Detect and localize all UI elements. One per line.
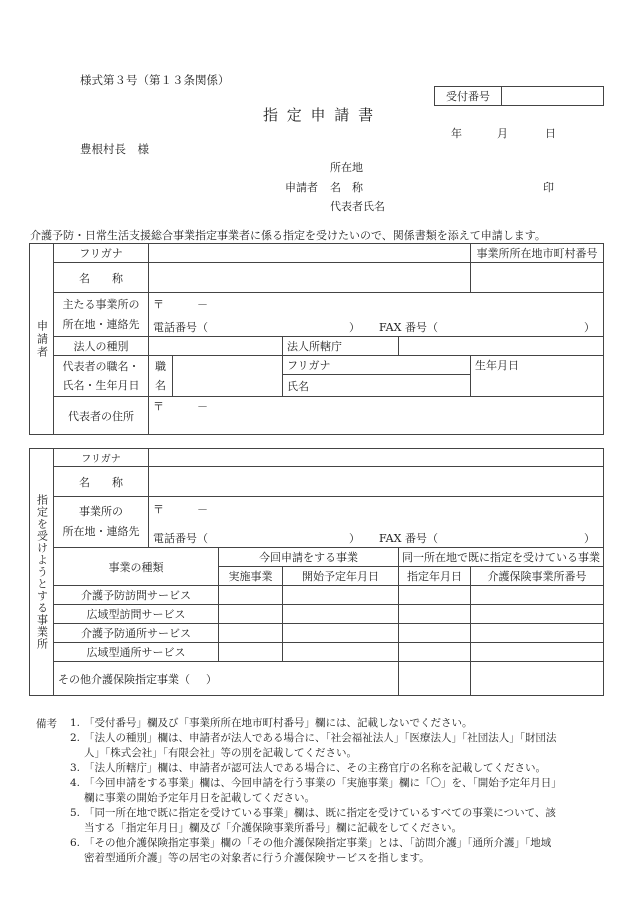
receipt-number-box — [434, 86, 604, 106]
application-form-table — [29, 243, 604, 435]
main-office-label-line1: 主たる事業所の — [62, 297, 140, 311]
designation-date-cell[interactable] — [399, 643, 471, 662]
impl-cell[interactable] — [219, 586, 283, 605]
table-row — [30, 586, 604, 605]
page-title: 指 定 申 請 書 — [263, 106, 376, 124]
corp-type-field[interactable] — [149, 337, 283, 356]
business-phone-close: ） — [349, 532, 360, 545]
business-side-label: 指定を受けようとする事業所 — [30, 449, 54, 696]
note-item — [36, 731, 562, 761]
start-date-column-header: 開始予定年月日 — [283, 567, 399, 586]
fax-close: ） — [584, 321, 595, 334]
applicant-label: 申請者 — [285, 181, 318, 194]
form-number: 様式第３号（第１３条関係） — [80, 73, 230, 87]
office-number-column-header: 介護保険事業所番号 — [471, 567, 604, 586]
applicant-name-label: 名 称 — [330, 181, 363, 194]
impl-cell[interactable] — [219, 624, 283, 643]
notes-label: 備考 — [36, 718, 57, 730]
designation-date-cell[interactable] — [399, 586, 471, 605]
corp-type-label: 法人の種別 — [54, 337, 149, 356]
other-service-label: その他介護保険指定事業（ — [58, 672, 190, 686]
office-number-cell[interactable] — [471, 643, 604, 662]
intro-text: 介護予防・日常生活支援総合事業指定事業者に係る指定を受けたいので、関係書類を添えて申請します。 — [30, 229, 546, 242]
postal-mark: 〒 － — [153, 297, 208, 311]
applicant-name-field[interactable] — [149, 263, 471, 293]
note-number: 3. — [69, 762, 80, 774]
designation-date-cell[interactable] — [399, 624, 471, 643]
note-text — [84, 806, 556, 836]
office-number-cell[interactable] — [471, 662, 604, 696]
note-number: 1. — [69, 717, 80, 729]
business-phone-label: 電話番号（ — [153, 532, 208, 545]
date-month-label: 月 — [497, 127, 508, 140]
note-text — [84, 731, 557, 761]
business-name-field[interactable] — [149, 467, 604, 497]
designation-date-cell[interactable] — [399, 662, 471, 696]
office-code-label: 事業所所在地市町村番号 — [471, 244, 604, 263]
rep-info-label-line2: 氏名・生年月日 — [62, 379, 140, 392]
note-item — [36, 716, 562, 731]
start-date-cell[interactable] — [283, 586, 399, 605]
rep-postal-mark: 〒 － — [153, 400, 208, 413]
receipt-number-label: 受付番号 — [435, 87, 502, 106]
note-text — [84, 836, 551, 866]
business-furigana-field[interactable] — [149, 449, 604, 467]
date-year-label: 年 — [451, 127, 462, 140]
table-row — [30, 643, 604, 662]
note-line: 「その他介護保険指定事業」欄の「その他介護保険指定事業」とは、「訪問介護」「通所介護」「地域 — [84, 837, 552, 849]
rep-name-label: 氏名 — [283, 375, 471, 397]
note-line: 当する「指定年月日」欄及び「介護保険事業所番号」欄に記載をしてください。 — [84, 822, 462, 834]
business-office-label-line1: 事業所の — [79, 505, 123, 518]
job-title-field[interactable] — [173, 356, 283, 397]
table-row — [30, 662, 604, 696]
business-furigana-label: フリガナ — [54, 449, 149, 467]
service-name: 介護予防訪問サービス — [54, 586, 219, 605]
note-item — [36, 761, 562, 776]
impl-cell[interactable] — [219, 643, 283, 662]
note-text — [84, 761, 546, 776]
office-number-cell[interactable] — [471, 586, 604, 605]
addressee: 豊根村長 様 — [80, 142, 149, 156]
note-line: 「同一所在地で既に指定を受けている事業」欄は、既に指定を受けているすべての事業について、該 — [84, 807, 556, 819]
start-date-cell[interactable] — [283, 605, 399, 624]
note-text — [84, 776, 562, 806]
business-form-table — [29, 448, 604, 696]
business-contact[interactable] — [149, 522, 604, 548]
representative-name-label: 代表者氏名 — [330, 200, 385, 213]
job-title-label — [149, 356, 173, 397]
note-item — [36, 836, 562, 866]
corp-authority-label: 法人所轄庁 — [283, 337, 399, 356]
applicant-name-row-label: 名 称 — [54, 263, 149, 293]
rep-furigana-label: フリガナ — [283, 356, 471, 375]
designation-date-column-header: 指定年月日 — [399, 567, 471, 586]
date-day-label: 日 — [545, 127, 556, 140]
job-title-label-line2: 名 — [155, 379, 166, 392]
rep-address-label: 代表者の住所 — [54, 397, 149, 435]
birth-date-label: 生年月日 — [471, 356, 604, 397]
job-title-label-line1: 職 — [155, 360, 166, 373]
seal-mark: 印 — [543, 181, 554, 194]
office-number-cell[interactable] — [471, 624, 604, 643]
main-office-label — [54, 293, 149, 337]
note-number: 6. — [69, 837, 80, 849]
current-apply-header: 今回申請をする事業 — [219, 548, 399, 567]
applicant-side-label: 申請者 — [30, 244, 54, 435]
note-item — [36, 806, 562, 836]
phone-close: ） — [349, 321, 360, 334]
other-service-close: ） — [206, 672, 217, 686]
start-date-cell[interactable] — [283, 643, 399, 662]
note-number: 4. — [69, 777, 80, 789]
service-name: 介護予防通所サービス — [54, 624, 219, 643]
designation-date-cell[interactable] — [399, 605, 471, 624]
table-row — [30, 605, 604, 624]
note-line: 「法人の種別」欄は、申請者が法人である場合に、「社会福祉法人」「医療法人」「社団法人」「財団法 — [84, 732, 557, 744]
service-type-header: 事業の種類 — [54, 548, 219, 586]
receipt-number-field[interactable] — [502, 87, 604, 106]
note-line: 密着型通所介護」等の居宅の対象者に行う介護保険サービスを指します。 — [84, 852, 430, 864]
corp-authority-field[interactable] — [399, 337, 604, 356]
service-name: 広域型訪問サービス — [54, 605, 219, 624]
note-number: 2. — [69, 732, 80, 744]
business-name-label: 名 称 — [54, 467, 149, 497]
note-line: 「今回申請をする事業」欄は、今回申請を行う事業の「実施事業」欄に「〇」を、「開始予定年月日」 — [84, 777, 562, 789]
service-name: 広域型通所サービス — [54, 643, 219, 662]
table-row — [30, 624, 604, 643]
office-number-cell[interactable] — [471, 605, 604, 624]
phone-label: 電話番号（ — [153, 321, 208, 334]
applicant-furigana-field[interactable] — [149, 244, 471, 263]
note-line: 人」「株式会社」「有限会社」等の別を記載してください。 — [84, 747, 357, 759]
rep-info-label-line1: 代表者の職名・ — [62, 360, 140, 373]
note-line: 「受付番号」欄及び「事業所所在地市町村番号」欄には、記載しないでください。 — [84, 717, 473, 729]
other-service-field[interactable] — [54, 662, 399, 696]
note-text — [84, 716, 473, 731]
impl-cell[interactable] — [219, 605, 283, 624]
main-office-label-line2: 所在地・連絡先 — [62, 317, 140, 331]
office-code-field[interactable] — [471, 263, 604, 293]
business-office-label — [54, 497, 149, 548]
notes-list — [36, 716, 562, 866]
note-line: 「法人所轄庁」欄は、申請者が認可法人である場合に、その主務官庁の名称を記載してください。 — [84, 762, 546, 774]
rep-address-field[interactable] — [149, 397, 604, 435]
business-office-label-line2: 所在地・連絡先 — [62, 525, 140, 538]
rep-info-label — [54, 356, 149, 397]
impl-column-header: 実施事業 — [219, 567, 283, 586]
start-date-cell[interactable] — [283, 624, 399, 643]
main-office-postal[interactable] — [149, 293, 604, 315]
business-postal[interactable] — [149, 497, 604, 522]
applicant-address-label: 所在地 — [330, 161, 363, 174]
note-line: 欄に事業の開始予定年月日を記載してください。 — [84, 792, 315, 804]
business-postal-mark: 〒 － — [153, 503, 208, 517]
note-item — [36, 776, 562, 806]
note-number: 5. — [69, 807, 80, 819]
furigana-label: フリガナ — [54, 244, 149, 263]
main-office-contact[interactable] — [149, 315, 604, 337]
already-designated-header: 同一所在地で既に指定を受けている事業 — [399, 548, 604, 567]
business-fax-label: FAX 番号（ — [379, 532, 438, 545]
fax-label: FAX 番号（ — [379, 321, 438, 334]
business-fax-close: ） — [584, 532, 595, 545]
